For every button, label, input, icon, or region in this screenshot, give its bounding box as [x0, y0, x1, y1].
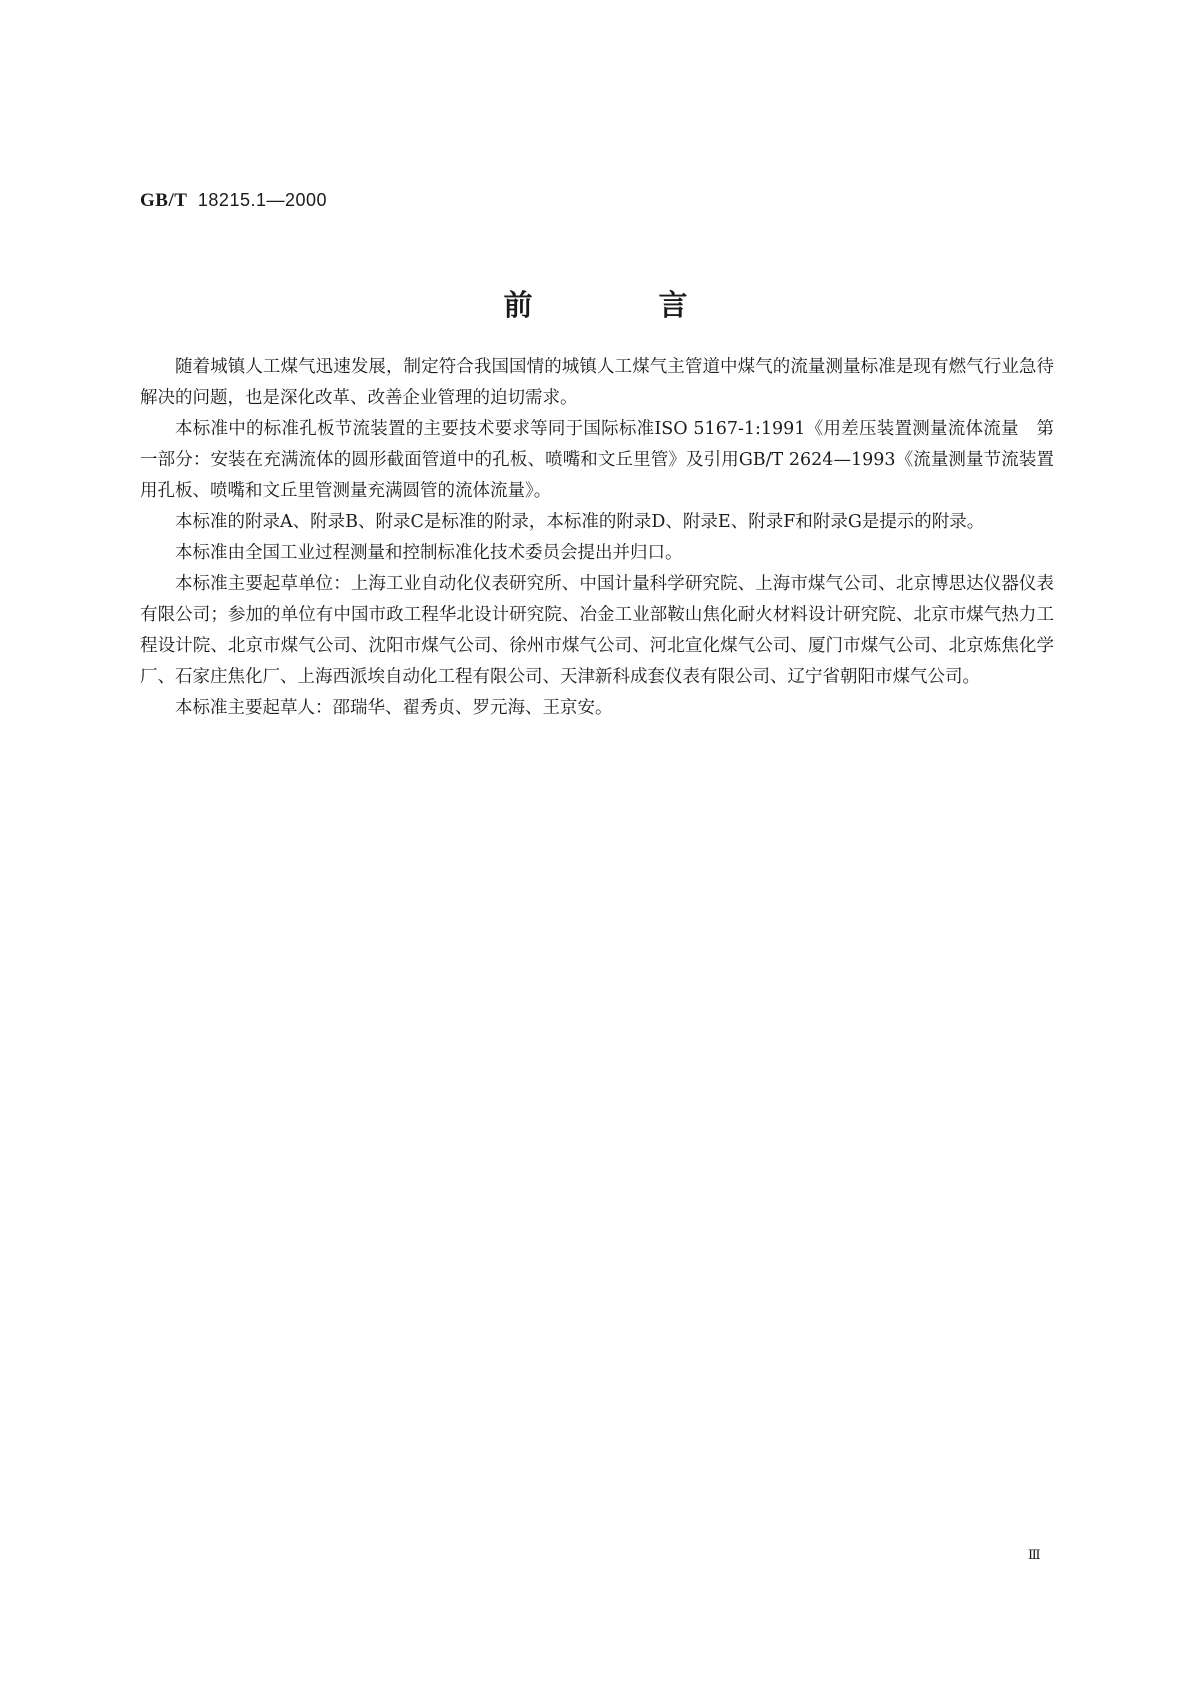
foreword-body — [140, 352, 1072, 724]
paragraph-drafting-units: 本标准主要起草单位：上海工业自动化仪表研究所、中国计量科学研究院、上海市煤气公司、北京博思达仪器仪表有限公司；参加的单位有中国市政工程华北设计研究院、冶金工业部鞍山焦化耐火材料设计研究院、北京市煤气热力工程设计院、北京市煤气公司、沈阳市煤气公司、徐州市煤气公司、河北宣化煤气公司、厦门市煤气公司、北京炼焦化学厂、石家庄焦化厂、上海西派埃自动化工程有限公司、天津新科成套仪表有限公司、辽宁省朝阳市煤气公司。 — [140, 574, 1054, 687]
standard-prefix: GB/T — [140, 190, 188, 211]
paragraph-proposer: 本标准由全国工业过程测量和控制标准化技术委员会提出并归口。 — [175, 543, 683, 563]
standard-number: 18215.1—2000 — [197, 190, 328, 210]
page-number: Ⅲ — [1028, 1548, 1041, 1563]
page-title: 前 言 — [503, 288, 746, 322]
paragraph-drafters: 本标准主要起草人：邵瑞华、翟秀贞、罗元海、王京安。 — [175, 698, 613, 718]
paragraph-equivalence: 本标准中的标准孔板节流装置的主要技术要求等同于国际标准ISO 5167-1:1991《用差压装置测量流体流量 第一部分：安装在充满流体的圆形截面管道中的孔板、喷嘴和文丘里管》及引用GB/T 2624—1993《流量测量节流装置 用孔板、喷嘴和文丘里管测量充满圆管的流体流量》。 — [140, 419, 1072, 501]
paragraph-appendices: 本标准的附录A、附录B、附录C是标准的附录，本标准的附录D、附录E、附录F和附录G是提示的附录。 — [175, 512, 985, 532]
paragraph-background: 随着城镇人工煤气迅速发展，制定符合我国国情的城镇人工煤气主管道中煤气的流量测量标准是现有燃气行业急待解决的问题，也是深化改革、改善企业管理的迫切需求。 — [140, 357, 1054, 408]
standard-header — [140, 190, 327, 212]
